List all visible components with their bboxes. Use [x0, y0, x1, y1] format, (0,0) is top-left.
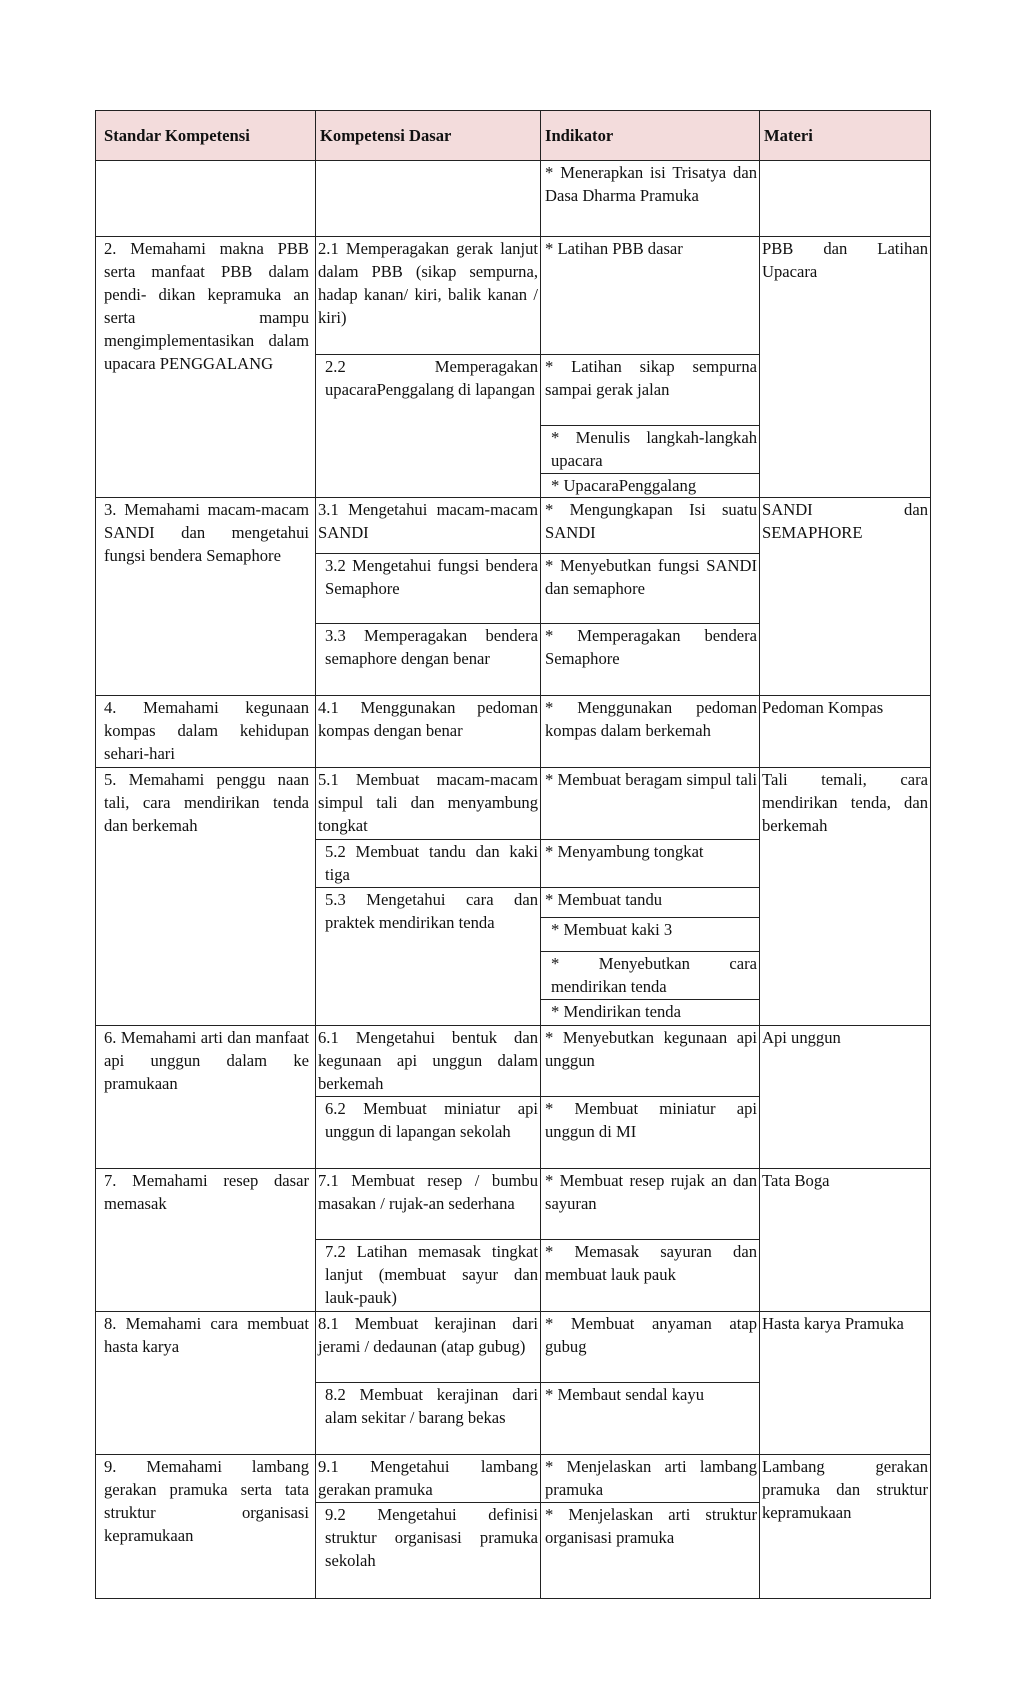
table-row: [96, 498, 931, 554]
indikator-cell: * Menjelaskan arti lambang pramuka: [541, 1455, 760, 1503]
kompetensi-dasar-cell: 4.1 Menggunakan pedoman kompas dengan benar: [316, 696, 541, 768]
indikator-cell: * Membuat resep rujak an dan sayuran: [541, 1169, 760, 1240]
standar-kompetensi-cell: 7. Memahami resep dasar memasak: [96, 1169, 316, 1312]
indikator-cell: * Membuat tandu: [541, 888, 760, 918]
table-row: [96, 1312, 931, 1383]
kompetensi-dasar-cell: 3.2 Mengetahui fungsi bendera Semaphore: [316, 554, 541, 624]
standar-kompetensi-cell: [96, 161, 316, 237]
kompetensi-dasar-cell: 8.1 Membuat kerajinan dari jerami / dedaunan (atap gubug): [316, 1312, 541, 1383]
materi-cell: Tali temali, cara mendirikan tenda, dan berkemah: [760, 768, 931, 1026]
kompetensi-dasar-cell: 6.2 Membuat miniatur api unggun di lapangan sekolah: [316, 1097, 541, 1169]
materi-cell: Pedoman Kompas: [760, 696, 931, 768]
indikator-cell: * Memasak sayuran dan membuat lauk pauk: [541, 1240, 760, 1312]
kompetensi-dasar-cell: 9.2 Mengetahui definisi struktur organisasi pramuka sekolah: [316, 1503, 541, 1599]
kompetensi-dasar-cell: 3.1 Mengetahui macam-macam SANDI: [316, 498, 541, 554]
indikator-cell: * Membuat beragam simpul tali: [541, 768, 760, 840]
indikator-cell: * Membuat anyaman atap gubug: [541, 1312, 760, 1383]
indikator-cell: * Menyambung tongkat: [541, 840, 760, 888]
indikator-cell: * UpacaraPenggalang: [541, 474, 760, 498]
header-row: [96, 111, 931, 161]
kompetensi-dasar-cell: 9.1 Mengetahui lambang gerakan pramuka: [316, 1455, 541, 1503]
indikator-cell: * Membuat miniatur api unggun di MI: [541, 1097, 760, 1169]
competency-table: [95, 110, 931, 1599]
kompetensi-dasar-cell: 8.2 Membuat kerajinan dari alam sekitar / barang bekas: [316, 1383, 541, 1455]
materi-cell: [760, 161, 931, 237]
table-row: [96, 1026, 931, 1097]
materi-cell: Tata Boga: [760, 1169, 931, 1312]
kompetensi-dasar-cell: [316, 161, 541, 237]
indikator-cell: * Latihan sikap sempurna sampai gerak jalan: [541, 355, 760, 426]
kompetensi-dasar-cell: 5.2 Membuat tandu dan kaki tiga: [316, 840, 541, 888]
standar-kompetensi-cell: 9. Memahami lambang gerakan pramuka serta tata struktur organisasi kepramukaan: [96, 1455, 316, 1599]
standar-kompetensi-cell: 2. Memahami makna PBB serta manfaat PBB dalam pendi- dikan kepramuka an serta mampu mengimplementasikan dalam upacara PENGGALANG: [96, 237, 316, 498]
standar-kompetensi-cell: 3. Memahami macam-macam SANDI dan mengetahui fungsi bendera Semaphore: [96, 498, 316, 696]
indikator-cell: * Menyebutkan kegunaan api unggun: [541, 1026, 760, 1097]
materi-cell: Hasta karya Pramuka: [760, 1312, 931, 1455]
indikator-cell: * Menerapkan isi Trisatya dan Dasa Dharma Pramuka: [541, 161, 760, 237]
kompetensi-dasar-cell: 6.1 Mengetahui bentuk dan kegunaan api unggun dalam berkemah: [316, 1026, 541, 1097]
indikator-cell: * Latihan PBB dasar: [541, 237, 760, 355]
kompetensi-dasar-cell: 5.3 Mengetahui cara dan praktek mendirikan tenda: [316, 888, 541, 1026]
indikator-cell: * Memperagakan bendera Semaphore: [541, 624, 760, 696]
kompetensi-dasar-cell: 2.2 Memperagakan upacaraPenggalang di lapangan: [316, 355, 541, 498]
table-row: [96, 237, 931, 355]
materi-cell: Api unggun: [760, 1026, 931, 1169]
table-row: [96, 696, 931, 768]
standar-kompetensi-cell: 8. Memahami cara membuat hasta karya: [96, 1312, 316, 1455]
header-kompetensi-dasar: Kompetensi Dasar: [316, 111, 541, 161]
header-indikator: Indikator: [541, 111, 760, 161]
standar-kompetensi-cell: 6. Memahami arti dan manfaat api unggun dalam ke pramukaan: [96, 1026, 316, 1169]
kompetensi-dasar-cell: 5.1 Membuat macam-macam simpul tali dan menyambung tongkat: [316, 768, 541, 840]
indikator-cell: * Membuat kaki 3: [541, 918, 760, 952]
indikator-cell: * Menyebutkan fungsi SANDI dan semaphore: [541, 554, 760, 624]
materi-cell: PBB dan Latihan Upacara: [760, 237, 931, 498]
table-row: [96, 1455, 931, 1503]
table-row: [96, 768, 931, 840]
kompetensi-dasar-cell: 7.1 Membuat resep / bumbu masakan / rujak-an sederhana: [316, 1169, 541, 1240]
materi-cell: SANDI dan SEMAPHORE: [760, 498, 931, 696]
indikator-cell: * Mengungkapan Isi suatu SANDI: [541, 498, 760, 554]
header-materi: Materi: [760, 111, 931, 161]
kompetensi-dasar-cell: 3.3 Memperagakan bendera semaphore dengan benar: [316, 624, 541, 696]
kompetensi-dasar-cell: 7.2 Latihan memasak tingkat lanjut (membuat sayur dan lauk-pauk): [316, 1240, 541, 1312]
materi-cell: Lambang gerakan pramuka dan struktur kepramukaan: [760, 1455, 931, 1599]
indikator-cell: * Menggunakan pedoman kompas dalam berkemah: [541, 696, 760, 768]
table-row: [96, 161, 931, 237]
header-standar-kompetensi: Standar Kompetensi: [96, 111, 316, 161]
kompetensi-dasar-cell: 2.1 Memperagakan gerak lanjut dalam PBB (sikap sempurna, hadap kanan/ kiri, balik kanan / kiri): [316, 237, 541, 355]
indikator-cell: * Menjelaskan arti struktur organisasi pramuka: [541, 1503, 760, 1599]
indikator-cell: * Menulis langkah-langkah upacara: [541, 426, 760, 474]
indikator-cell: * Membaut sendal kayu: [541, 1383, 760, 1455]
standar-kompetensi-cell: 4. Memahami kegunaan kompas dalam kehidupan sehari-hari: [96, 696, 316, 768]
indikator-cell: * Mendirikan tenda: [541, 1000, 760, 1026]
standar-kompetensi-cell: 5. Memahami penggu naan tali, cara mendirikan tenda dan berkemah: [96, 768, 316, 1026]
indikator-cell: * Menyebutkan cara mendirikan tenda: [541, 952, 760, 1000]
table-row: [96, 1169, 931, 1240]
